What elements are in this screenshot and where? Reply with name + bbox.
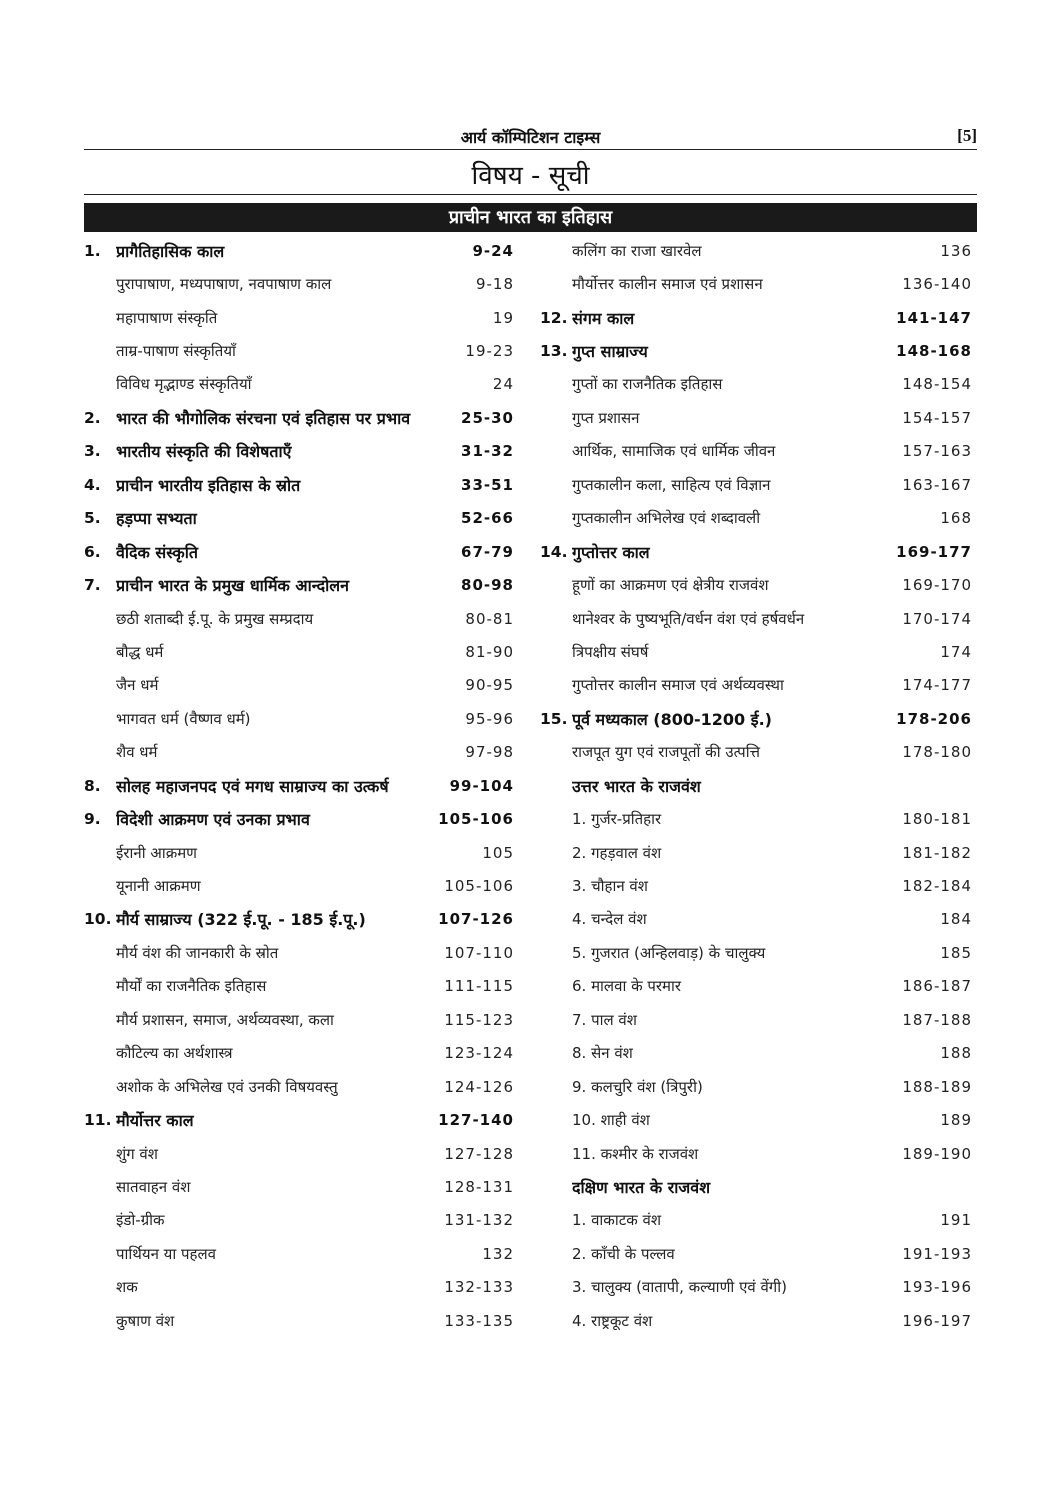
toc-entry-label: गुप्तकालीन अभिलेख एवं शब्दावली: [572, 509, 761, 528]
toc-subtopic-row: [540, 1103, 972, 1136]
toc-page-range: 107-110: [444, 943, 514, 962]
toc-chapter-row: [84, 435, 514, 468]
toc-chapter-number: 9.: [84, 810, 101, 829]
toc-entry-label: भारतीय संस्कृति की विशेषताएँ: [116, 442, 292, 462]
toc-page-range: 81-90: [465, 642, 514, 661]
toc-chapter-number: 7.: [84, 576, 101, 595]
toc-entry-label: 10. शाही वंश: [572, 1111, 650, 1130]
toc-entry-label: इंडो-ग्रीक: [116, 1211, 165, 1230]
toc-page-range: 163-167: [902, 475, 972, 494]
toc-page-range: 127-140: [438, 1111, 514, 1130]
toc-page-range: 178-206: [896, 709, 972, 728]
toc-entry-label: प्रागैतिहासिक काल: [116, 241, 225, 261]
toc-subtopic-row: [84, 1204, 514, 1237]
toc-page-range: 105-106: [438, 810, 514, 829]
toc-page-range: 132-133: [444, 1278, 514, 1297]
toc-entry-label: हूणों का आक्रमण एवं क्षेत्रीय राजवंश: [572, 576, 769, 595]
toc-subtopic-row: [540, 802, 972, 835]
toc-subtopic-row: [540, 1271, 972, 1304]
toc-entry-label: विदेशी आक्रमण एवं उनका प्रभाव: [116, 810, 310, 830]
toc-chapter-number: 12.: [540, 308, 568, 327]
toc-entry-label: 9. कलचुरि वंश (त्रिपुरी): [572, 1077, 703, 1096]
toc-page-range: 67-79: [461, 542, 514, 561]
toc-chapter-row: [84, 468, 514, 501]
toc-chapter-row: [84, 1103, 514, 1136]
toc-entry-label: गुप्त प्रशासन: [572, 408, 640, 427]
toc-page-range: 184: [940, 910, 972, 929]
toc-page-range: 186-187: [902, 977, 972, 996]
toc-entry-label: 5. गुजरात (अन्हिलवाड़) के चालुक्य: [572, 943, 766, 962]
toc-subtopic-row: [540, 1204, 972, 1237]
toc-entry-label: पूर्व मध्यकाल (800-1200 ई.): [572, 709, 772, 729]
toc-entry-label: प्राचीन भारत के प्रमुख धार्मिक आन्दोलन: [116, 576, 350, 596]
toc-page-range: 31-32: [461, 442, 514, 461]
toc-subtopic-row: [540, 568, 972, 601]
toc-subtopic-row: [540, 970, 972, 1003]
toc-subtopic-row: [84, 334, 514, 367]
toc-entry-label: हड़प्पा सभ्यता: [116, 509, 197, 529]
toc-chapter-number: 11.: [84, 1111, 112, 1130]
toc-page-range: 136-140: [902, 275, 972, 294]
toc-entry-label: त्रिपक्षीय संघर्ष: [572, 642, 649, 661]
toc-subtopic-row: [540, 1237, 972, 1270]
toc-chapter-number: 15.: [540, 709, 568, 728]
toc-entry-label: अशोक के अभिलेख एवं उनकी विषयवस्तु: [116, 1077, 338, 1096]
toc-entry-label: मौर्य वंश की जानकारी के स्रोत: [116, 943, 279, 962]
toc-chapter-number: 3.: [84, 442, 101, 461]
toc-page-range: 127-128: [444, 1144, 514, 1163]
toc-page-range: 25-30: [461, 408, 514, 427]
toc-page-range: 90-95: [465, 676, 514, 695]
toc-page-range: 180-181: [902, 810, 972, 829]
toc-entry-label: दक्षिण भारत के राजवंश: [572, 1177, 711, 1197]
toc-page-range: 9-18: [475, 275, 514, 294]
toc-page-range: 111-115: [444, 977, 514, 996]
toc-subtopic-row: [84, 368, 514, 401]
toc-page-range: 131-132: [444, 1211, 514, 1230]
toc-entry-label: पार्थियन या पहलव: [116, 1244, 217, 1263]
toc-page-range: 148-168: [896, 342, 972, 361]
toc-entry-label: विविध मृद्भाण्ड संस्कृतियाँ: [116, 375, 252, 394]
toc-entry-label: सोलह महाजनपद एवं मगध साम्राज्य का उत्कर्ष: [116, 776, 389, 796]
toc-chapter-row: [540, 334, 972, 367]
toc-chapter-number: 1.: [84, 241, 101, 260]
toc-entry-label: राजपूत युग एवं राजपूतों की उत्पत्ति: [572, 743, 760, 762]
toc-chapter-row: [84, 502, 514, 535]
toc-subtopic-row: [540, 1003, 972, 1036]
toc-entry-label: मौर्य साम्राज्य (322 ई.पू. - 185 ई.पू.): [116, 910, 366, 930]
toc-page-range: 148-154: [902, 375, 972, 394]
toc-chapter-number: 13.: [540, 342, 568, 361]
toc-subtopic-row: [84, 301, 514, 334]
toc-page-range: 174: [940, 642, 972, 661]
toc-subtopic-row: [84, 602, 514, 635]
toc-page-range: 141-147: [896, 308, 972, 327]
toc-entry-label: गुप्तकालीन कला, साहित्य एवं विज्ञान: [572, 475, 771, 494]
toc-page-range: 133-135: [444, 1311, 514, 1330]
toc-entry-label: मौर्योत्तर काल: [116, 1111, 194, 1131]
toc-chapter-row: [84, 568, 514, 601]
toc-chapter-row: [540, 301, 972, 334]
toc-subtopic-row: [84, 936, 514, 969]
toc-page-range: 80-81: [465, 609, 514, 628]
toc-page-range: 107-126: [438, 910, 514, 929]
toc-entry-label: 4. राष्ट्रकूट वंश: [572, 1311, 653, 1330]
toc-subtopic-row: [540, 435, 972, 468]
toc-page-range: 189: [940, 1111, 972, 1130]
toc-page-range: 115-123: [444, 1010, 514, 1029]
toc-page-range: 19-23: [465, 342, 514, 361]
toc-subtopic-row: [540, 602, 972, 635]
toc-entry-label: मौर्यों का राजनैतिक इतिहास: [116, 977, 267, 996]
toc-subtopic-row: [540, 468, 972, 501]
toc-entry-label: भागवत धर्म (वैष्णव धर्म): [116, 709, 251, 728]
toc-page-range: 181-182: [902, 843, 972, 862]
toc-chapter-row: [540, 1170, 972, 1203]
toc-entry-label: शक: [116, 1278, 138, 1297]
toc-subtopic-row: [540, 502, 972, 535]
toc-page-range: 99-104: [449, 776, 514, 795]
toc-page-range: 191-193: [902, 1244, 972, 1263]
toc-page-range: 170-174: [902, 609, 972, 628]
toc-entry-label: यूनानी आक्रमण: [116, 877, 201, 896]
toc-page-range: 105-106: [444, 877, 514, 896]
toc-page-range: 24: [492, 375, 514, 394]
toc-chapter-number: 14.: [540, 542, 568, 561]
toc-page-range: 33-51: [461, 475, 514, 494]
toc-page-range: 178-180: [902, 743, 972, 762]
toc-page-range: 169-170: [902, 576, 972, 595]
toc-entry-label: भारत की भौगोलिक संरचना एवं इतिहास पर प्रभाव: [116, 408, 411, 428]
toc-entry-label: 8. सेन वंश: [572, 1044, 633, 1063]
toc-entry-label: जैन धर्म: [116, 676, 159, 695]
toc-subtopic-row: [84, 669, 514, 702]
toc-page-range: 128-131: [444, 1177, 514, 1196]
toc-chapter-row: [84, 401, 514, 434]
toc-chapter-row: [84, 535, 514, 568]
toc-chapter-row: [84, 769, 514, 802]
toc-subtopic-row: [540, 635, 972, 668]
toc-entry-label: छठी शताब्दी ई.पू. के प्रमुख सम्प्रदाय: [116, 609, 314, 628]
toc-page-range: 124-126: [444, 1077, 514, 1096]
toc-subtopic-row: [540, 368, 972, 401]
toc-entry-label: कलिंग का राजा खारवेल: [572, 241, 702, 260]
toc-page-range: 191: [940, 1211, 972, 1230]
toc-chapter-number: 4.: [84, 475, 101, 494]
toc-entry-label: शुंग वंश: [116, 1144, 158, 1163]
toc-subtopic-row: [540, 1037, 972, 1070]
toc-subtopic-row: [540, 267, 972, 300]
toc-subtopic-row: [540, 836, 972, 869]
toc-entry-label: 7. पाल वंश: [572, 1010, 637, 1029]
toc-entry-label: 2. गहड़वाल वंश: [572, 843, 662, 862]
toc-chapter-row: [84, 234, 514, 267]
toc-subtopic-row: [540, 669, 972, 702]
toc-chapter-row: [84, 802, 514, 835]
toc-page-range: 123-124: [444, 1044, 514, 1063]
toc-chapter-number: 5.: [84, 509, 101, 528]
section-heading-bar: प्राचीन भारत का इतिहास: [84, 203, 977, 232]
toc-subtopic-row: [84, 1237, 514, 1270]
toc-entry-label: 1. वाकाटक वंश: [572, 1211, 662, 1230]
toc-title: विषय - सूची: [471, 161, 590, 191]
toc-entry-label: आर्थिक, सामाजिक एवं धार्मिक जीवन: [572, 442, 776, 461]
toc-page-range: 169-177: [896, 542, 972, 561]
toc-page-range: 174-177: [902, 676, 972, 695]
toc-entry-label: शैव धर्म: [116, 743, 158, 762]
toc-subtopic-row: [540, 234, 972, 267]
toc-subtopic-row: [540, 1070, 972, 1103]
toc-page-range: 19: [492, 308, 514, 327]
toc-entry-label: 1. गुर्जर-प्रतिहार: [572, 810, 662, 829]
toc-page-range: 52-66: [461, 509, 514, 528]
toc-subtopic-row: [84, 1271, 514, 1304]
toc-entry-label: 3. चालुक्य (वातापी, कल्याणी एवं वेंगी): [572, 1278, 787, 1297]
toc-subtopic-row: [84, 869, 514, 902]
toc-page-range: 136: [940, 241, 972, 260]
toc-page-range: 188-189: [902, 1077, 972, 1096]
toc-entry-label: संगम काल: [572, 308, 635, 328]
toc-page-range: 185: [940, 943, 972, 962]
toc-page-range: 187-188: [902, 1010, 972, 1029]
toc-subtopic-row: [540, 736, 972, 769]
toc-chapter-number: 2.: [84, 408, 101, 427]
toc-subtopic-row: [84, 736, 514, 769]
toc-subtopic-row: [84, 970, 514, 1003]
toc-page-range: 97-98: [465, 743, 514, 762]
page-number: [5]: [957, 126, 977, 145]
toc-page-range: 182-184: [902, 877, 972, 896]
toc-page-range: 154-157: [902, 408, 972, 427]
toc-entry-label: 2. काँची के पल्लव: [572, 1244, 675, 1263]
toc-entry-label: कौटिल्य का अर्थशास्त्र: [116, 1044, 233, 1063]
toc-entry-label: मौर्योत्तर कालीन समाज एवं प्रशासन: [572, 275, 763, 294]
toc-page-range: 193-196: [902, 1278, 972, 1297]
toc-subtopic-row: [84, 267, 514, 300]
toc-subtopic-row: [84, 1137, 514, 1170]
toc-subtopic-row: [84, 1037, 514, 1070]
toc-chapter-row: [540, 769, 972, 802]
toc-page-range: 80-98: [461, 576, 514, 595]
toc-subtopic-row: [540, 903, 972, 936]
toc-left-column: [84, 234, 514, 1337]
running-header-title: आर्य कॉम्पिटिशन टाइम्स: [460, 128, 601, 147]
toc-entry-label: पुरापाषाण, मध्यपाषाण, नवपाषाण काल: [116, 275, 332, 294]
toc-entry-label: प्राचीन भारतीय इतिहास के स्रोत: [116, 475, 301, 495]
toc-entry-label: थानेश्वर के पुष्यभूति/वर्धन वंश एवं हर्षवर्धन: [572, 609, 805, 628]
toc-entry-label: मौर्य प्रशासन, समाज, अर्थव्यवस्था, कला: [116, 1010, 334, 1029]
toc-chapter-number: 6.: [84, 542, 101, 561]
toc-entry-label: उत्तर भारत के राजवंश: [572, 776, 701, 796]
toc-entry-label: 6. मालवा के परमार: [572, 977, 682, 996]
toc-page-range: 168: [940, 509, 972, 528]
toc-entry-label: वैदिक संस्कृति: [116, 542, 198, 562]
toc-entry-label: महापाषाण संस्कृति: [116, 308, 218, 327]
toc-page-range: 157-163: [902, 442, 972, 461]
toc-entry-label: 3. चौहान वंश: [572, 877, 648, 896]
toc-entry-label: 11. कश्मीर के राजवंश: [572, 1144, 699, 1163]
toc-subtopic-row: [540, 1137, 972, 1170]
toc-page-range: 189-190: [902, 1144, 972, 1163]
toc-page-range: 105: [482, 843, 514, 862]
toc-page-range: 196-197: [902, 1311, 972, 1330]
toc-page-range: 188: [940, 1044, 972, 1063]
toc-subtopic-row: [540, 401, 972, 434]
toc-entry-label: गुप्तोत्तर काल: [572, 542, 650, 562]
toc-entry-label: ताम्र-पाषाण संस्कृतियाँ: [116, 342, 236, 361]
toc-subtopic-row: [540, 1304, 972, 1337]
toc-subtopic-row: [84, 1304, 514, 1337]
toc-entry-label: गुप्तोत्तर कालीन समाज एवं अर्थव्यवस्था: [572, 676, 784, 695]
toc-entry-label: बौद्ध धर्म: [116, 642, 164, 661]
toc-subtopic-row: [84, 1070, 514, 1103]
title-rule: [84, 194, 977, 195]
toc-subtopic-row: [84, 702, 514, 735]
toc-subtopic-row: [84, 836, 514, 869]
toc-subtopic-row: [84, 1170, 514, 1203]
toc-chapter-row: [84, 903, 514, 936]
toc-entry-label: सातवाहन वंश: [116, 1177, 191, 1196]
toc-chapter-row: [540, 702, 972, 735]
toc-page-range: 9-24: [472, 241, 514, 260]
toc-chapter-number: 10.: [84, 910, 112, 929]
toc-chapter-number: 8.: [84, 776, 101, 795]
toc-entry-label: कुषाण वंश: [116, 1311, 175, 1330]
toc-subtopic-row: [540, 936, 972, 969]
toc-page-range: 132: [482, 1244, 514, 1263]
toc-entry-label: ईरानी आक्रमण: [116, 843, 198, 862]
toc-page-range: 95-96: [465, 709, 514, 728]
toc-subtopic-row: [84, 1003, 514, 1036]
toc-subtopic-row: [540, 869, 972, 902]
toc-entry-label: गुप्तों का राजनैतिक इतिहास: [572, 375, 723, 394]
toc-subtopic-row: [84, 635, 514, 668]
toc-right-column: [540, 234, 972, 1337]
toc-chapter-row: [540, 535, 972, 568]
header-rule: [84, 149, 977, 150]
toc-entry-label: गुप्त साम्राज्य: [572, 342, 648, 362]
toc-entry-label: 4. चन्देल वंश: [572, 910, 647, 929]
